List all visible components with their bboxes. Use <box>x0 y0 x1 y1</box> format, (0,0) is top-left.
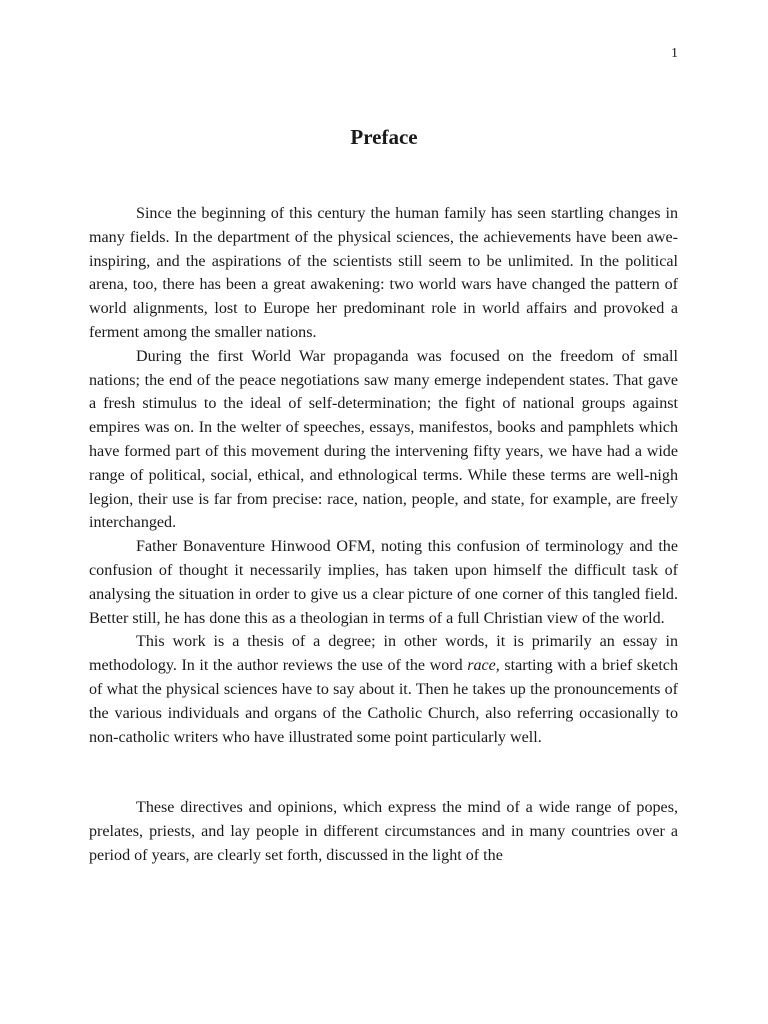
page-title: Preface <box>350 125 418 149</box>
paragraph-1: Since the beginning of this century the human family has seen startling changes in many fields. In the department of the physical sciences, the achievements have been awe-inspiring, and the aspirations of the scientists still seem to be unlimited. In the political arena, too, there has been a great awakening: two world wars have changed the pattern of world alignments, lost to Europe her predominant role in world affairs and provoked a ferment among the smaller nations. <box>89 205 678 341</box>
paragraph-3: Father Bonaventure Hinwood OFM, noting this confusion of terminology and the confusion of thought it necessarily implies, has taken upon himself the difficult task of analysing the situation in order to give us a clear picture of one corner of this tangled field. Better still, he has done this as a theologian in terms of a full Christian view of the world. <box>89 538 678 627</box>
paragraph-5: These directives and opinions, which express the mind of a wide range of popes, prelates, priests, and lay people in different circumstances and in many countries over a period of years, are clearly set forth, discussed in the light of the <box>89 799 678 864</box>
paragraph-4 <box>89 630 678 749</box>
paragraph-2: During the first World War propaganda was focused on the freedom of small nations; the end of the peace negotiations saw many emerge independent states. That gave a fresh stimulus to the ideal of self-determination; the fight of national groups against empires was on. In the welter of speeches, essays, manifestos, books and pamphlets which have formed part of this movement during the intervening fifty years, we have had a wide range of political, social, ethical, and ethnological terms. While these terms are well-nigh legion, their use is far from precise: race, nation, people, and state, for example, are freely interchanged. <box>89 347 678 532</box>
paragraph-4-text-after: starting with a brief sketch of what the physical sciences have to say about it. Then he takes up the pronouncements of the various individuals and organs of the Catholic Church, also referring occasionally to non-catholic writers who have illustrated some point particularly well. <box>89 657 678 746</box>
page-number: 1 <box>671 46 678 61</box>
paragraph-4-text-before: This work is a thesis of a degree; in other words, it is primarily an essay in methodology. In it the author reviews the use of the word <box>89 633 678 675</box>
italic-term-race: race, <box>467 657 500 675</box>
body-text <box>89 202 678 868</box>
